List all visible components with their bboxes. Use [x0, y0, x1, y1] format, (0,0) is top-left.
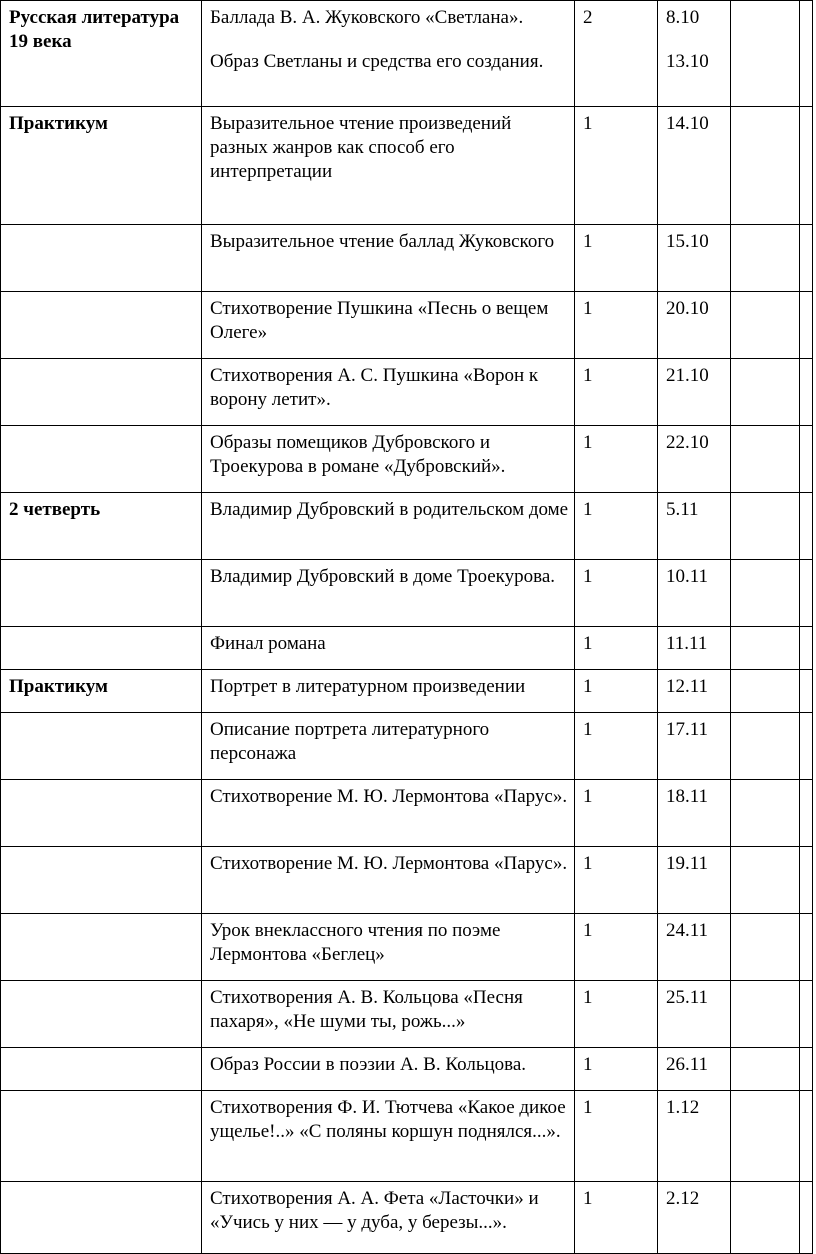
date-cell: 21.10: [658, 359, 731, 426]
hours-cell: 1: [575, 780, 658, 847]
topic-cell: Стихотворение Пушкина «Песнь о вещем Олеге»: [202, 292, 575, 359]
table-row: [1, 981, 813, 1048]
empty-cell: [800, 670, 813, 713]
topic-cell: Стихотворение М. Ю. Лермонтова «Парус».: [202, 847, 575, 914]
hours-cell: 1: [575, 981, 658, 1048]
empty-cell: [731, 914, 800, 981]
section-cell: [1, 981, 202, 1048]
date-cell: 5.11: [658, 493, 731, 560]
table-row: [1, 107, 813, 225]
empty-cell: [800, 713, 813, 780]
empty-cell: [800, 780, 813, 847]
section-cell: [1, 225, 202, 292]
hours-cell: 1: [575, 627, 658, 670]
topic-cell: Портрет в литературном произведении: [202, 670, 575, 713]
hours-cell: 1: [575, 107, 658, 225]
table-row: [1, 1091, 813, 1182]
empty-cell: [731, 1, 800, 107]
empty-cell: [800, 1182, 813, 1254]
empty-cell: [800, 426, 813, 493]
topic-cell: Владимир Дубровский в родительском доме: [202, 493, 575, 560]
date-cell: 22.10: [658, 426, 731, 493]
table-row: [1, 670, 813, 713]
hours-cell: 1: [575, 847, 658, 914]
empty-cell: [731, 493, 800, 560]
table-row: [1, 426, 813, 493]
topic-cell: Владимир Дубровский в доме Троекурова.: [202, 560, 575, 627]
empty-cell: [731, 981, 800, 1048]
hours-cell: 1: [575, 359, 658, 426]
section-cell: [1, 627, 202, 670]
section-cell: [1, 426, 202, 493]
empty-cell: [731, 560, 800, 627]
topic-cell: [202, 1, 575, 107]
table-row: [1, 225, 813, 292]
empty-cell: [800, 107, 813, 225]
empty-cell: [731, 292, 800, 359]
date-cell: 2.12: [658, 1182, 731, 1254]
empty-cell: [731, 627, 800, 670]
section-cell: [1, 780, 202, 847]
topic-cell: Стихотворения Ф. И. Тютчева «Какое дикое ущелье!..» «С поляны коршун поднялся...».: [202, 1091, 575, 1182]
date-cell: 26.11: [658, 1048, 731, 1091]
date-cell: 17.11: [658, 713, 731, 780]
section-cell: 2 четверть: [1, 493, 202, 560]
table-row: [1, 359, 813, 426]
section-cell: [1, 292, 202, 359]
empty-cell: [731, 225, 800, 292]
hours-cell: 1: [575, 426, 658, 493]
date-cell: 19.11: [658, 847, 731, 914]
topic-cell: Финал романа: [202, 627, 575, 670]
empty-cell: [731, 847, 800, 914]
section-cell: [1, 1091, 202, 1182]
topic-cell: Образы помещиков Дубровского и Троекурова в романе «Дубровский».: [202, 426, 575, 493]
topic-cell: Стихотворение М. Ю. Лермонтова «Парус».: [202, 780, 575, 847]
hours-cell: 1: [575, 914, 658, 981]
date-cell: 25.11: [658, 981, 731, 1048]
hours-cell: 2: [575, 1, 658, 107]
topic-cell: Стихотворения А. С. Пушкина «Ворон к ворону летит».: [202, 359, 575, 426]
table-row: [1, 780, 813, 847]
empty-cell: [731, 359, 800, 426]
empty-cell: [800, 627, 813, 670]
section-cell: [1, 1048, 202, 1091]
date-cell: 18.11: [658, 780, 731, 847]
empty-cell: [800, 847, 813, 914]
empty-cell: [731, 1182, 800, 1254]
table-row: [1, 713, 813, 780]
empty-cell: [800, 1091, 813, 1182]
section-cell: Практикум: [1, 670, 202, 713]
hours-cell: 1: [575, 1182, 658, 1254]
date-cell: 15.10: [658, 225, 731, 292]
table-row: [1, 847, 813, 914]
table-row: [1, 292, 813, 359]
hours-cell: 1: [575, 1048, 658, 1091]
empty-cell: [800, 493, 813, 560]
date-cell: 12.11: [658, 670, 731, 713]
empty-cell: [731, 1091, 800, 1182]
table-row: [1, 914, 813, 981]
section-cell: Практикум: [1, 107, 202, 225]
hours-cell: 1: [575, 713, 658, 780]
date-cell: [658, 1, 731, 107]
empty-cell: [800, 292, 813, 359]
table-row: [1, 560, 813, 627]
section-cell: [1, 1182, 202, 1254]
section-cell: [1, 847, 202, 914]
section-cell: [1, 560, 202, 627]
empty-cell: [800, 981, 813, 1048]
table-row: [1, 627, 813, 670]
empty-cell: [800, 225, 813, 292]
section-cell: [1, 359, 202, 426]
topic-cell: Стихотворения А. В. Кольцова «Песня пахаря», «Не шуми ты, рожь...»: [202, 981, 575, 1048]
date-cell: 1.12: [658, 1091, 731, 1182]
date-cell: 11.11: [658, 627, 731, 670]
empty-cell: [731, 713, 800, 780]
empty-cell: [731, 426, 800, 493]
topic-cell: Выразительное чтение баллад Жуковского: [202, 225, 575, 292]
hours-cell: 1: [575, 292, 658, 359]
topic-cell: Описание портрета литературного персонажа: [202, 713, 575, 780]
hours-cell: 1: [575, 1091, 658, 1182]
section-cell: Русская литература 19 века: [1, 1, 202, 107]
date-cell: 24.11: [658, 914, 731, 981]
empty-cell: [731, 670, 800, 713]
hours-cell: 1: [575, 670, 658, 713]
date-text-second: 13.10: [666, 51, 709, 72]
table-row: [1, 493, 813, 560]
topic-cell: Выразительное чтение произведений разных жанров как способ его интерпретации: [202, 107, 575, 225]
hours-cell: 1: [575, 560, 658, 627]
topic-cell: Стихотворения А. А. Фета «Ласточки» и «Учись у них — у дуба, у березы...».: [202, 1182, 575, 1254]
date-cell: 20.10: [658, 292, 731, 359]
hours-cell: 1: [575, 493, 658, 560]
empty-cell: [731, 780, 800, 847]
hours-cell: 1: [575, 225, 658, 292]
section-cell: [1, 713, 202, 780]
section-cell: [1, 914, 202, 981]
empty-cell: [731, 107, 800, 225]
topic-text: Баллада В. А. Жуковского «Светлана».: [210, 7, 524, 28]
topic-text-continued: Образ Светланы и средства его создания.: [210, 51, 544, 72]
empty-cell: [800, 560, 813, 627]
empty-cell: [800, 1, 813, 107]
empty-cell: [800, 914, 813, 981]
topic-cell: Образ России в поэзии А. В. Кольцова.: [202, 1048, 575, 1091]
table-row: [1, 1, 813, 107]
empty-cell: [800, 1048, 813, 1091]
table-row: [1, 1182, 813, 1254]
topic-cell: Урок внеклассного чтения по поэме Лермонтова «Беглец»: [202, 914, 575, 981]
date-cell: 10.11: [658, 560, 731, 627]
date-cell: 14.10: [658, 107, 731, 225]
table-row: [1, 1048, 813, 1091]
date-text: 8.10: [666, 7, 700, 28]
empty-cell: [800, 359, 813, 426]
empty-cell: [731, 1048, 800, 1091]
